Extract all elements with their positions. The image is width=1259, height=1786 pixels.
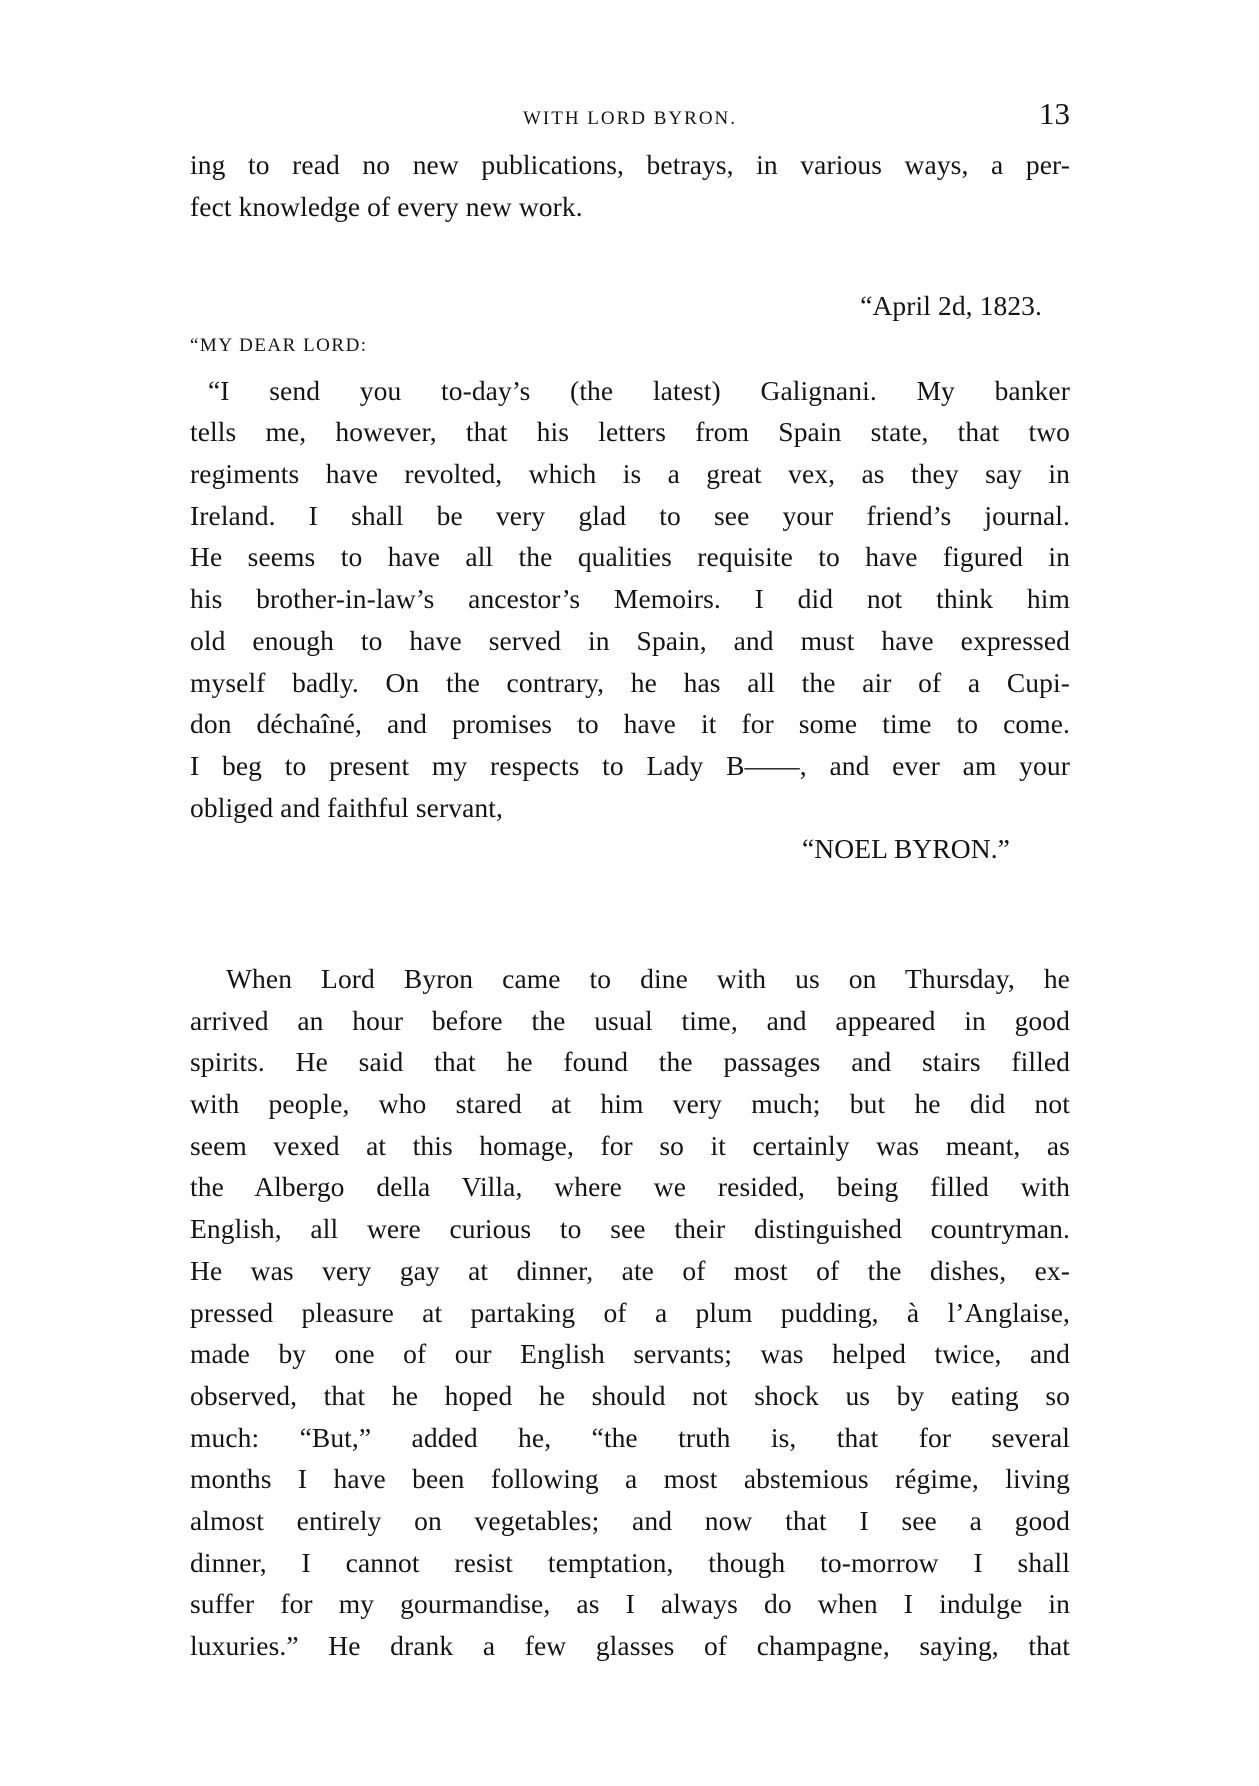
text-line: luxuries.” He drank a few glasses of champagne, saying, that (190, 1630, 1070, 1661)
text-line: months I have been following a most abstemious régime, living (190, 1463, 1070, 1495)
text-line: arrived an hour before the usual time, and appeared in good (190, 1004, 1070, 1036)
letter-line: don déchaîné, and promises to have it for some time to come. (190, 708, 1070, 740)
text-line: He was very gay at dinner, ate of most of the dishes, ex- (190, 1254, 1070, 1286)
letter (190, 285, 1070, 870)
text-line: almost entirely on vegetables; and now that I see a good (190, 1504, 1070, 1536)
text-line: pressed pleasure at partaking of a plum pudding, à l’Anglaise, (190, 1296, 1070, 1328)
narrative-paragraph (190, 958, 1070, 1667)
letter-line: obliged and faithful servant, (190, 791, 503, 823)
text-line: the Albergo della Villa, where we resided, being filled with (190, 1171, 1070, 1203)
text-line: spirits. He said that he found the passages and stairs filled (190, 1046, 1070, 1078)
letter-line: old enough to have served in Spain, and must have expressed (190, 624, 1070, 656)
text-line: fect knowledge of every new work. (190, 190, 583, 222)
letter-line: regiments have revolted, which is a great vex, as they say in (190, 458, 1070, 490)
text-line: When Lord Byron came to dine with us on Thursday, he (226, 963, 1070, 994)
letter-line: I beg to present my respects to Lady B——, and ever am your (190, 749, 1070, 781)
letter-line: Ireland. I shall be very glad to see your friend’s journal. (190, 499, 1070, 531)
text-line: observed, that he hoped he should not shock us by eating so (190, 1379, 1070, 1411)
running-title: WITH LORD BYRON. (522, 108, 738, 129)
text-line: dinner, I cannot resist temptation, though to-morrow I shall (190, 1546, 1070, 1578)
letter-line: “I send you to-day’s (the latest) Galignani. My banker (208, 374, 1070, 406)
text-line: English, all were curious to see their distinguished countryman. (190, 1213, 1070, 1245)
text-line: ing to read no new publications, betrays, in various ways, a per- (190, 149, 1070, 180)
text-line: suffer for my gourmandise, as I always do when I indulge in (190, 1588, 1070, 1620)
letter-line: tells me, however, that his letters from Spain state, that two (190, 416, 1070, 448)
letter-line: his brother-in-law’s ancestor’s Memoirs. I did not think him (190, 583, 1070, 615)
text-line: with people, who stared at him very much; but he did not (190, 1088, 1070, 1120)
text-line: much: “But,” added he, “the truth is, that for several (190, 1421, 1070, 1453)
text-line: seem vexed at this homage, for so it certainly was meant, as (190, 1129, 1070, 1161)
letter-line: He seems to have all the qualities requisite to have figured in (190, 541, 1070, 573)
letter-line: myself badly. On the contrary, he has all the air of a Cupi- (190, 666, 1070, 698)
text-line: made by one of our English servants; was helped twice, and (190, 1338, 1070, 1370)
letter-salutation: “MY DEAR LORD: (190, 334, 368, 356)
letter-date: “April 2d, 1823. (860, 290, 1042, 321)
running-head (190, 96, 1070, 136)
opening-paragraph (190, 144, 1070, 227)
page-number: 13 (1039, 96, 1070, 131)
letter-signature: “NOEL BYRON.” (801, 833, 1010, 865)
